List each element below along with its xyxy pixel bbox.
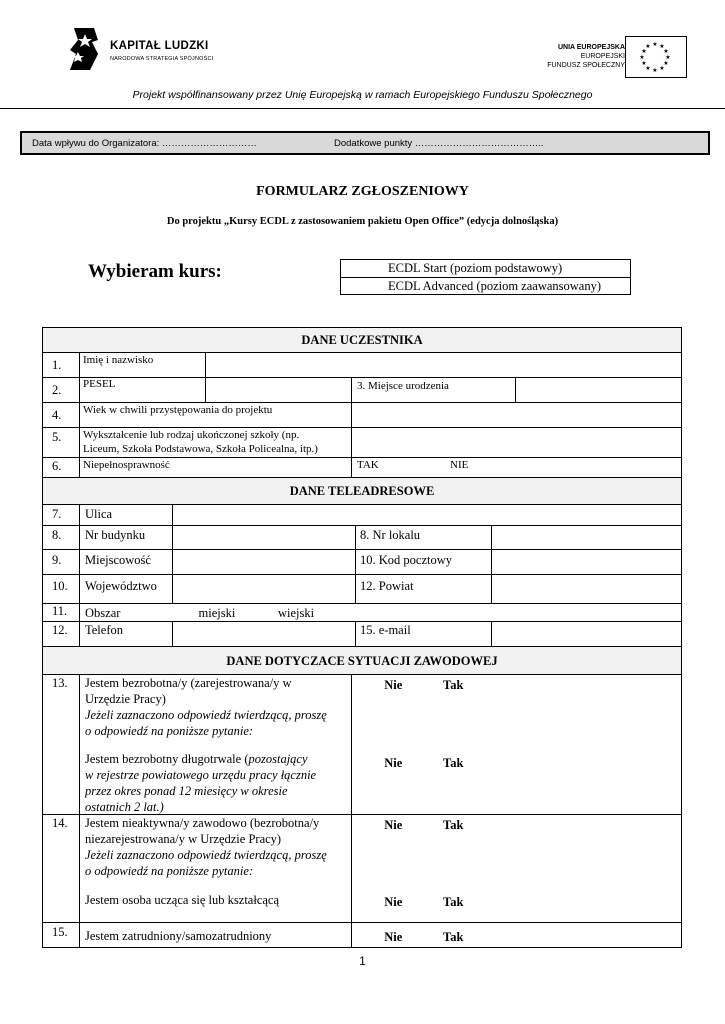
- name-input[interactable]: [206, 353, 681, 377]
- form-title: FORMULARZ ZGŁOSZENIOWY: [256, 184, 469, 199]
- q13b-yes-option[interactable]: Tak: [443, 756, 464, 770]
- svg-text:★: ★: [659, 65, 665, 72]
- logo-title: KAPITAŁ LUDZKI: [110, 40, 209, 52]
- postal-code-label: 10. Kod pocztowy: [360, 553, 452, 567]
- section-title-contact: DANE TELEADRESOWE: [289, 484, 435, 498]
- building-number-label: Nr budynku: [85, 528, 146, 542]
- svg-text:★: ★: [659, 43, 665, 50]
- eu-line-1: UNIA EUROPEJSKA: [557, 44, 625, 51]
- eu-line-3: FUNDUSZ SPOŁECZNY: [547, 62, 625, 69]
- street-label: Ulica: [85, 507, 113, 521]
- course-option-advanced[interactable]: [341, 278, 630, 295]
- extra-points-field[interactable]: Dodatkowe punkty …………………………………..: [334, 138, 544, 149]
- svg-text:★: ★: [645, 43, 651, 50]
- q13-longterm-line1: Jestem bezrobotny długotrwale (pozostający: [85, 752, 308, 766]
- county-input[interactable]: [492, 575, 681, 603]
- choose-course-label: Wybieram kurs:: [88, 261, 222, 282]
- education-input[interactable]: [352, 428, 681, 457]
- city-label: Miejscowość: [85, 553, 151, 567]
- phone-input[interactable]: [173, 622, 355, 646]
- q13-longterm-line2: w rejestrze powiatowego urzędu pracy łącznie: [85, 768, 317, 782]
- svg-text:★: ★: [639, 54, 645, 61]
- logo-subtitle: NARODOWA STRATEGIA SPÓJNOŚCI: [110, 56, 214, 62]
- svg-text:★: ★: [652, 41, 658, 48]
- pesel-label: PESEL: [83, 378, 116, 390]
- email-input[interactable]: [492, 622, 681, 646]
- q14-inactive-line1: Jestem nieaktywna/y zawodowo (bezrobotna/y: [85, 816, 320, 830]
- email-label: 15. e-mail: [360, 623, 411, 637]
- disability-yes-option[interactable]: TAK: [357, 459, 379, 471]
- row-number: 6.: [52, 459, 62, 473]
- row-number: 15.: [52, 925, 68, 939]
- building-number-input[interactable]: [173, 526, 355, 549]
- age-input[interactable]: [352, 403, 681, 427]
- birthplace-input[interactable]: [516, 378, 681, 402]
- q13a-no-option[interactable]: Nie: [384, 678, 403, 692]
- section-title-employment: DANE DOTYCZACE SYTUACJI ZAWODOWEJ: [226, 654, 498, 668]
- row-number: 14.: [52, 816, 68, 830]
- disability-no-option[interactable]: NIE: [450, 459, 469, 471]
- row-number: 11.: [52, 604, 68, 618]
- q13b-no-option[interactable]: Nie: [384, 756, 403, 770]
- q14-instruction-line2: o odpowiedź na poniższe pytanie:: [85, 864, 254, 878]
- receipt-date-field[interactable]: Data wpływu do Organizatora: …………………………: [32, 138, 257, 149]
- eu-line-2: EUROPEJSKI: [580, 53, 625, 60]
- q14b-no-option[interactable]: Nie: [384, 895, 403, 909]
- pesel-input[interactable]: [206, 378, 350, 402]
- course-option-label: ECDL Start (poziom podstawowy): [388, 261, 563, 275]
- course-options: [340, 259, 631, 295]
- row-number: 12.: [52, 623, 68, 637]
- q13-unemployed-line1: Jestem bezrobotna/y (zarejestrowana/y w: [85, 676, 292, 690]
- project-cofinancing-line: Projekt współfinansowany przez Unię Europejską w ramach Europejskiego Funduszu Społecznego: [132, 89, 593, 101]
- apartment-number-label: 8. Nr lokalu: [360, 528, 421, 542]
- apartment-number-input[interactable]: [492, 526, 681, 549]
- q13-instruction-line2: o odpowiedź na poniższe pytanie:: [85, 724, 254, 738]
- postal-code-input[interactable]: [492, 550, 681, 574]
- voivodeship-label: Województwo: [85, 579, 157, 593]
- birthplace-label: 3. Miejsce urodzenia: [357, 380, 449, 392]
- area-urban-option[interactable]: miejski: [198, 606, 236, 620]
- education-label-line1: Wykształcenie lub rodzaj ukończonej szkoły (np.: [83, 429, 300, 441]
- q14a-no-option[interactable]: Nie: [384, 818, 403, 832]
- q13-longterm-line4: ostatnich 2 lat.): [85, 800, 164, 814]
- page-number: 1: [359, 954, 366, 968]
- section-title-participant: DANE UCZESTNIKA: [301, 333, 423, 347]
- q15-employed-label: Jestem zatrudniony/samozatrudniony: [85, 929, 272, 943]
- kapital-ludzki-emblem-icon: [68, 26, 108, 72]
- row-number: 1.: [52, 358, 62, 372]
- age-label: Wiek w chwili przystępowania do projektu: [83, 404, 273, 416]
- q13a-yes-option[interactable]: Tak: [443, 678, 464, 692]
- course-option-label: ECDL Advanced (poziom zaawansowany): [388, 279, 602, 293]
- disability-label: Niepełnosprawność: [83, 459, 170, 471]
- q14-inactive-line2: niezarejestrowana/y w Urzędzie Pracy): [85, 832, 282, 846]
- row-number: 2.: [52, 383, 62, 397]
- q14a-yes-option[interactable]: Tak: [443, 818, 464, 832]
- education-label-line2: Liceum, Szkoła Podstawowa, Szkoła Policealna, itp.): [83, 443, 318, 455]
- header-divider: [0, 108, 725, 109]
- eu-text: [547, 43, 625, 70]
- svg-text:★: ★: [645, 65, 651, 72]
- phone-label: Telefon: [85, 623, 123, 637]
- street-input[interactable]: [173, 505, 681, 525]
- row-number: 8.: [52, 528, 62, 542]
- q15-no-option[interactable]: Nie: [384, 930, 403, 944]
- voivodeship-input[interactable]: [173, 575, 355, 603]
- svg-text:★: ★: [663, 60, 669, 67]
- name-label: Imię i nazwisko: [83, 354, 154, 366]
- course-option-start[interactable]: [341, 260, 630, 278]
- form-subtitle: Do projektu „Kursy ECDL z zastosowaniem pakietu Open Office” (edycja dolnośląska): [166, 216, 559, 227]
- q14-instruction-line1: Jeżeli zaznaczono odpowiedź twierdzącą, proszę: [85, 848, 327, 862]
- svg-text:★: ★: [665, 54, 671, 61]
- q13-longterm-line3: przez okres ponad 12 miesięcy w okresie: [85, 784, 288, 798]
- area-rural-option[interactable]: wiejski: [278, 606, 315, 620]
- q13-unemployed-line2: Urzędzie Pracy): [85, 692, 166, 706]
- q13-instruction-line1: Jeżeli zaznaczono odpowiedź twierdzącą, proszę: [85, 708, 327, 722]
- q15-yes-option[interactable]: Tak: [443, 930, 464, 944]
- row-number: 4.: [52, 408, 62, 422]
- eu-flag-icon: [625, 36, 687, 78]
- q14-student-label: Jestem osoba ucząca się lub kształcącą: [85, 893, 280, 907]
- area-label: Obszar: [85, 606, 121, 620]
- svg-text:★: ★: [652, 67, 658, 74]
- row-number: 10.: [52, 579, 68, 593]
- svg-text:★: ★: [641, 60, 647, 67]
- eu-stars-icon: [626, 37, 684, 75]
- organizer-box: [20, 131, 710, 155]
- city-input[interactable]: [173, 550, 355, 574]
- svg-text:★: ★: [663, 48, 669, 55]
- row-number: 5.: [52, 430, 62, 444]
- row-number: 9.: [52, 553, 62, 567]
- row-number: 13.: [52, 676, 68, 690]
- row-number: 7.: [52, 507, 62, 521]
- q14b-yes-option[interactable]: Tak: [443, 895, 464, 909]
- svg-text:★: ★: [641, 48, 647, 55]
- county-label: 12. Powiat: [360, 579, 414, 593]
